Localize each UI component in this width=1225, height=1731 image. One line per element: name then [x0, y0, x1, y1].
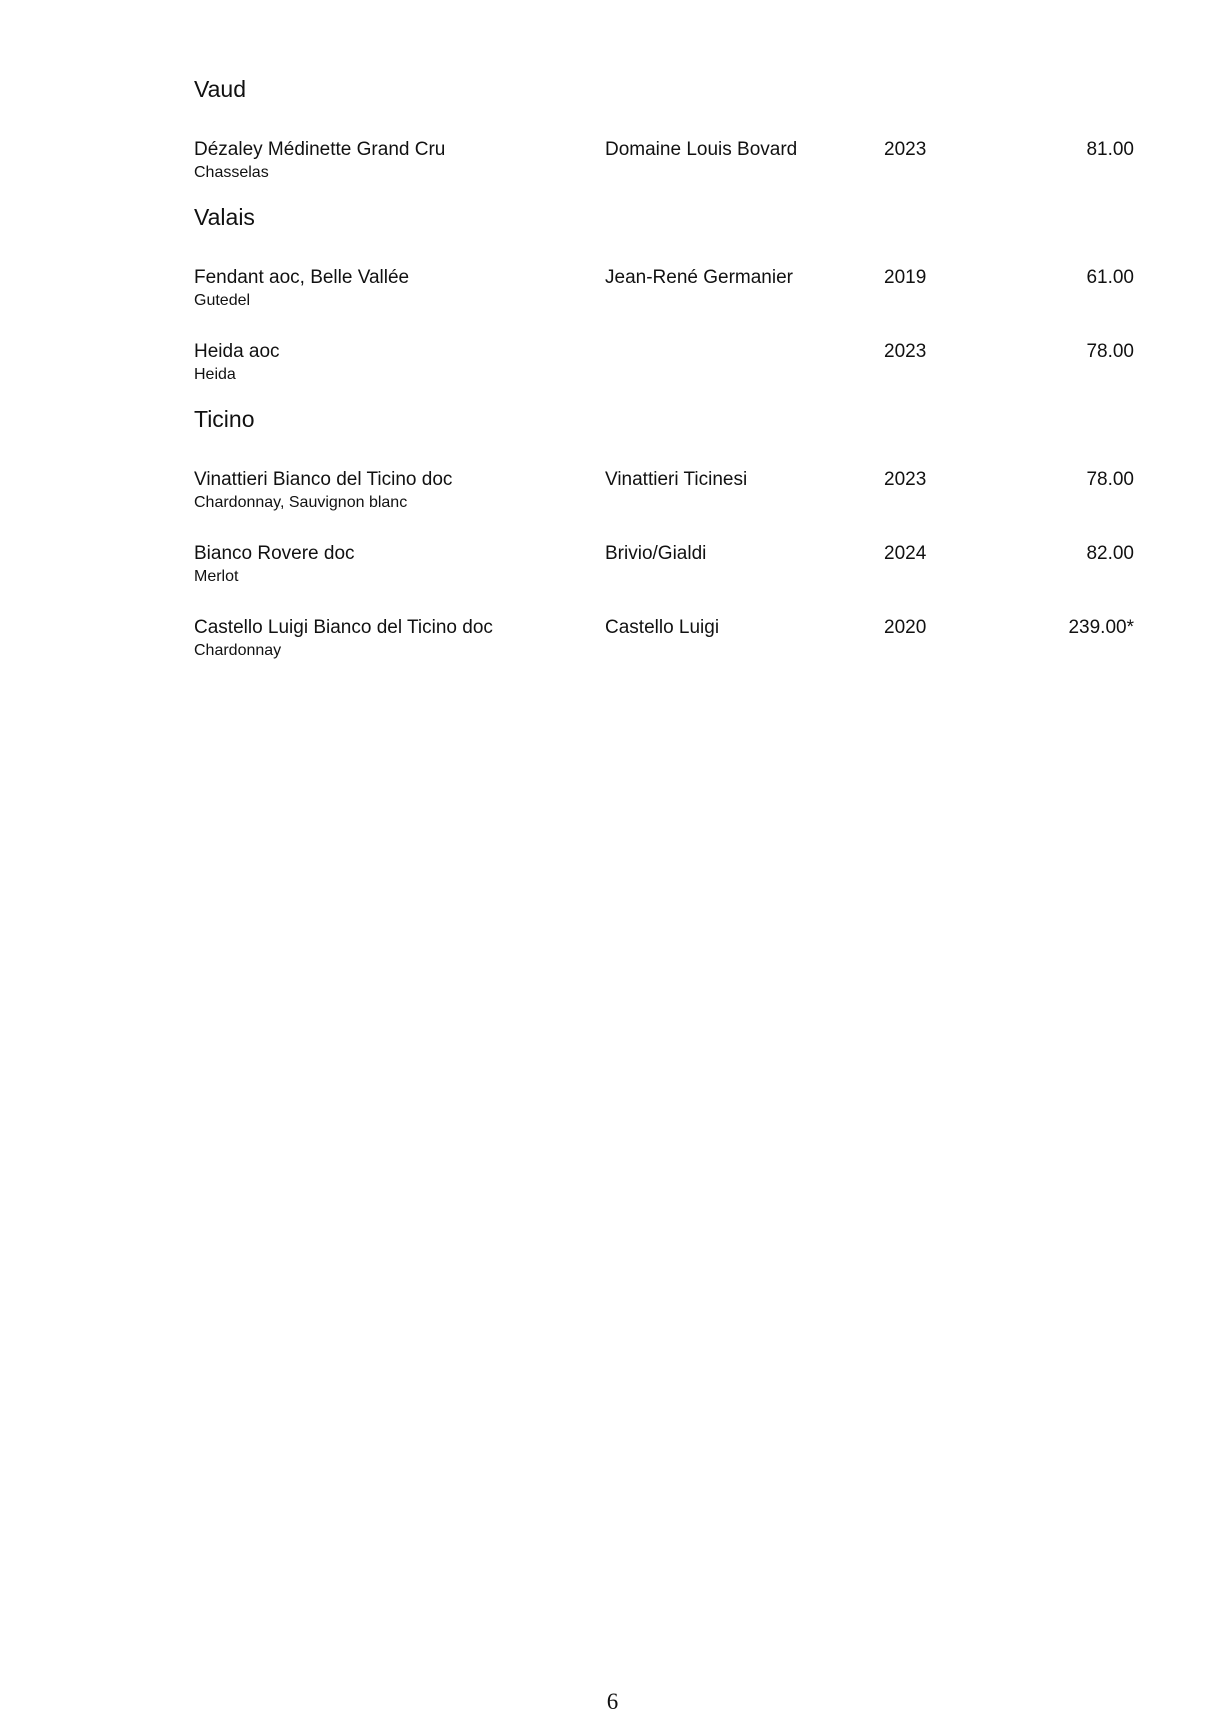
section-title: Vaud	[194, 76, 247, 102]
wine-producer: Jean-René Germanier	[605, 267, 793, 288]
wine-row	[194, 616, 1134, 680]
wine-grape: Chardonnay, Sauvignon blanc	[194, 494, 408, 511]
wine-row	[194, 542, 1134, 616]
section-vaud	[194, 74, 1134, 202]
wine-price: 82.00	[1086, 543, 1134, 564]
wine-price: 239.00*	[1068, 617, 1134, 638]
wine-row	[194, 340, 1134, 404]
wine-year: 2020	[884, 617, 927, 638]
wine-name: Castello Luigi Bianco del Ticino doc	[194, 617, 493, 638]
wine-price: 81.00	[1086, 139, 1134, 160]
wine-name: Heida aoc	[194, 341, 280, 362]
wine-grape: Heida	[194, 366, 236, 383]
wine-price: 61.00	[1086, 267, 1134, 288]
wine-year: 2019	[884, 267, 927, 288]
wine-name: Bianco Rovere doc	[194, 543, 355, 564]
wine-list-content	[194, 74, 1134, 680]
section-valais	[194, 202, 1134, 404]
wine-row	[194, 468, 1134, 542]
wine-price: 78.00	[1086, 469, 1134, 490]
wine-year: 2023	[884, 469, 927, 490]
wine-row	[194, 266, 1134, 340]
wine-list	[194, 468, 1134, 680]
section-ticino	[194, 404, 1134, 680]
wine-year: 2023	[884, 341, 927, 362]
wine-row	[194, 138, 1134, 202]
wine-grape: Chasselas	[194, 164, 269, 181]
wine-year: 2023	[884, 139, 927, 160]
wine-name: Dézaley Médinette Grand Cru	[194, 139, 446, 160]
wine-producer: Vinattieri Ticinesi	[605, 469, 748, 490]
wine-year: 2024	[884, 543, 927, 564]
wine-name: Vinattieri Bianco del Ticino doc	[194, 469, 453, 490]
wine-price: 78.00	[1086, 341, 1134, 362]
section-title: Valais	[194, 204, 255, 230]
wine-grape: Chardonnay	[194, 642, 282, 659]
page-number: 6	[606, 1689, 619, 1714]
wine-list	[194, 266, 1134, 404]
wine-name: Fendant aoc, Belle Vallée	[194, 267, 410, 288]
section-title: Ticino	[194, 406, 255, 432]
wine-grape: Gutedel	[194, 292, 251, 309]
wine-producer: Domaine Louis Bovard	[605, 139, 798, 160]
wine-producer: Castello Luigi	[605, 617, 720, 638]
wine-producer: Brivio/Gialdi	[605, 543, 707, 564]
wine-grape: Merlot	[194, 568, 239, 585]
wine-list	[194, 138, 1134, 202]
